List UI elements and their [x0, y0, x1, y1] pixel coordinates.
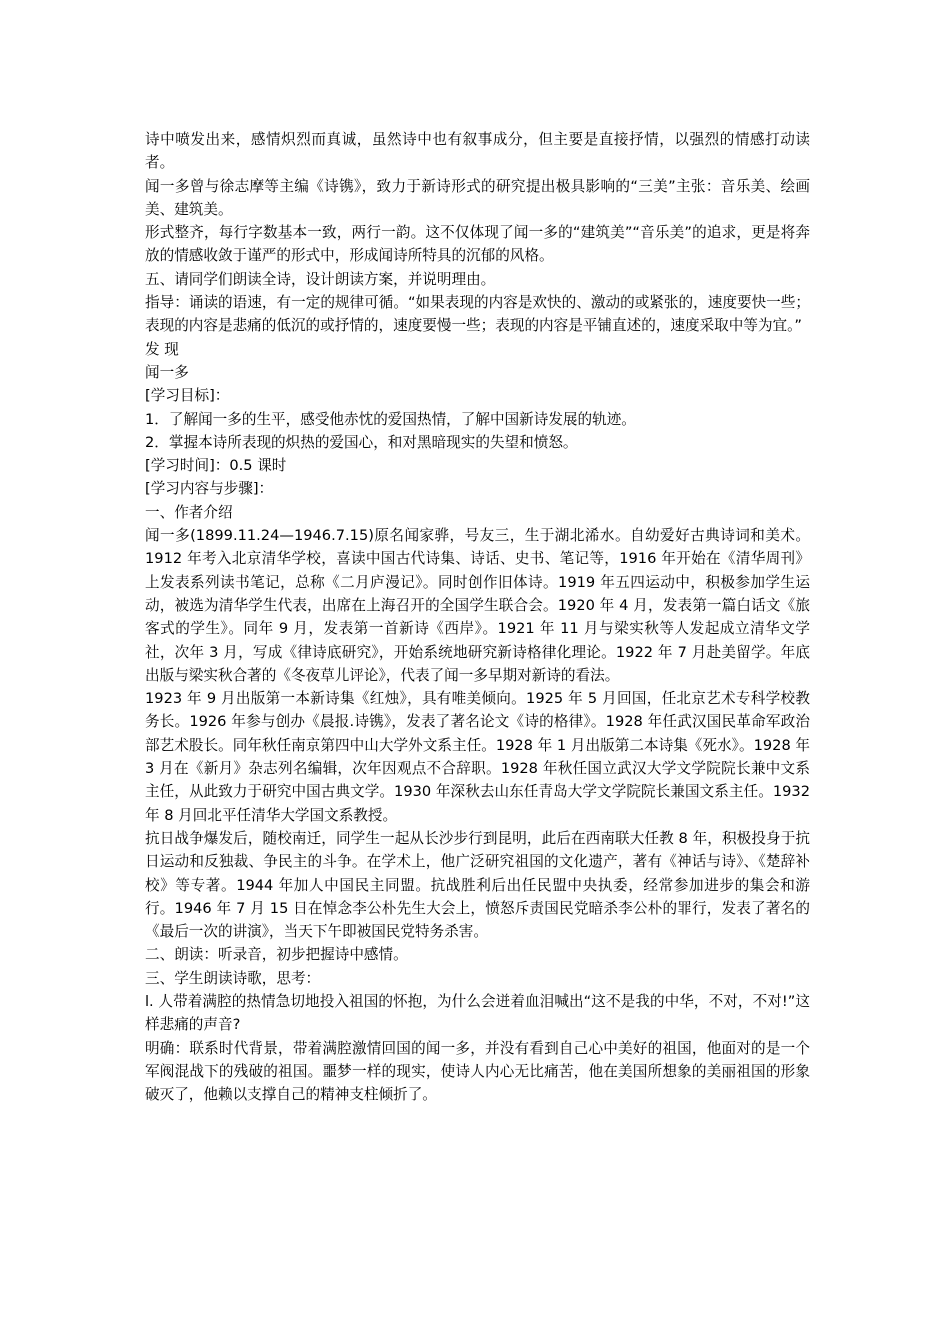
section-heading-thinking: 三、学生朗读诗歌，思考： — [145, 969, 321, 987]
document-body — [145, 128, 810, 1106]
answer-1: 明确：联系时代背景，带着满腔激情回国的闻一多，并没有看到自己心中美好的祖国，他面对的是一个军阀混战下的残破的祖国。噩梦一样的现实，使诗人内心无比痛苦，他在美国所想象的美丽祖国的形象破灭了，他赖以支撑自己的精神支柱倾折了。 — [145, 1039, 810, 1104]
paragraph-biography-late: 抗日战争爆发后，随校南迁，同学生一起从长沙步行到昆明，此后在西南联大任教 8 年，积极投身于抗日运动和反独裁、争民主的斗争。在学术上，他广泛研究祖国的文化遗产，著有《神话与诗》、《楚辞补校》等专著。1944 年加人中国民主同盟。抗战胜利后出任民盟中央执委，经常参加进步的集会和游行。1946 年 7 月 15 日在悼念李公朴先生大会上，愤怒斥责国民党暗杀李公朴的罪行，发表了著名的《最后一次的讲演》，当天下午即被国民党特务杀害。 — [145, 829, 810, 941]
section-heading-recitation: 五、请同学们朗读全诗，设计朗读方案，并说明理由。 — [145, 270, 496, 288]
objective-item-2: 2．掌握本诗所表现的炽热的爱国心，和对黑暗现实的失望和愤怒。 — [145, 433, 578, 451]
paragraph-guidance: 指导：诵读的语速，有一定的规律可循。“如果表现的内容是欢快的、激动的或紧张的，速度要快一些；表现的内容是悲痛的低沉的或抒情的，速度要慢一些；表现的内容是平铺直述的，速度采取中等为宜。” — [145, 294, 810, 335]
objective-item-1: 1．了解闻一多的生平，感受他赤忱的爱国热情，了解中国新诗发展的轨迹。 — [145, 410, 636, 428]
paragraph-form: 形式整齐，每行字数基本一致，两行一韵。这不仅体现了闻一多的“建筑美”“音乐美”的追求，更是将奔放的情感收敛于谨严的形式中，形成闻诗所特具的沉郁的风格。 — [145, 224, 810, 265]
paragraph-intro-lyric: 诗中喷发出来，感情炽烈而真诚，虽然诗中也有叙事成分，但主要是直接抒情，以强烈的情感打动读者。 — [145, 131, 810, 172]
poem-author: 闻一多 — [145, 363, 189, 381]
learning-objectives-heading: [学习目标]： — [145, 387, 230, 405]
paragraph-biography-middle: 1923 年 9 月出版第一本新诗集《红烛》，具有唯美倾向。1925 年 5 月回国，任北京艺术专科学校教务长。1926 年参与创办《晨报.诗镌》，发表了著名论文《诗的格律》。1928 年任武汉国民革命军政治部艺术股长。同年秋任南京第四中山大学外文系主任。1928 年 1 月出版第二本诗集《死水》。1928 年 3 月在《新月》杂志列名编辑，次年因观点不合辞职。1928 年秋任国立武汉大学文学院院长兼中文系主任，从此致力于研究中国古典文学。1930 年深秋去山东任青岛大学文学院院长兼国文系主任。1932 年 8 月回北平任清华大学国文系教授。 — [145, 690, 810, 824]
learning-time: [学习时间]：0.5 课时 — [145, 457, 287, 475]
question-1: l. 人带着满腔的热情急切地投入祖国的怀抱，为什么会迸着血泪喊出“这不是我的中华，不对，不对!”这样悲痛的声音? — [145, 992, 810, 1034]
section-heading-author: 一、作者介绍 — [145, 503, 233, 521]
poem-title: 发 现 — [145, 340, 179, 358]
paragraph-three-beauties: 闻一多曾与徐志摩等主编《诗镌》，致力于新诗形式的研究提出极具影响的“三美”主张：音乐美、绘画美、建筑美。 — [145, 177, 810, 218]
paragraph-biography-early: 闻一多(1899.11.24—1946.7.15)原名闻家骅，号友三，生于湖北浠水。自幼爱好古典诗词和美术。1912 年考入北京清华学校，喜读中国古代诗集、诗话、史书、笔记等，1916 年开始在《清华周刊》上发表系列读书笔记，总称《二月庐漫记》。同时创作旧体诗。1919 年五四运动中，积极参加学生运动，被选为清华学生代表，出席在上海召开的全国学生联合会。1920 年 4 月，发表第一篇白话文《旅客式的学生》。同年 9 月，发表第一首新诗《西岸》。1921 年 11 月与梁实秋等人发起成立清华文学社，次年 3 月，写成《律诗底研究》，开始系统地研究新诗格律化理论。1922 年 7 月赴美留学。年底出版与梁实秋合著的《冬夜草儿评论》，代表了闻一多早期对新诗的看法。 — [145, 527, 810, 684]
learning-steps-heading: [学习内容与步骤]： — [145, 480, 274, 498]
section-heading-listening: 二、朗读：听录音，初步把握诗中感情。 — [145, 946, 408, 964]
